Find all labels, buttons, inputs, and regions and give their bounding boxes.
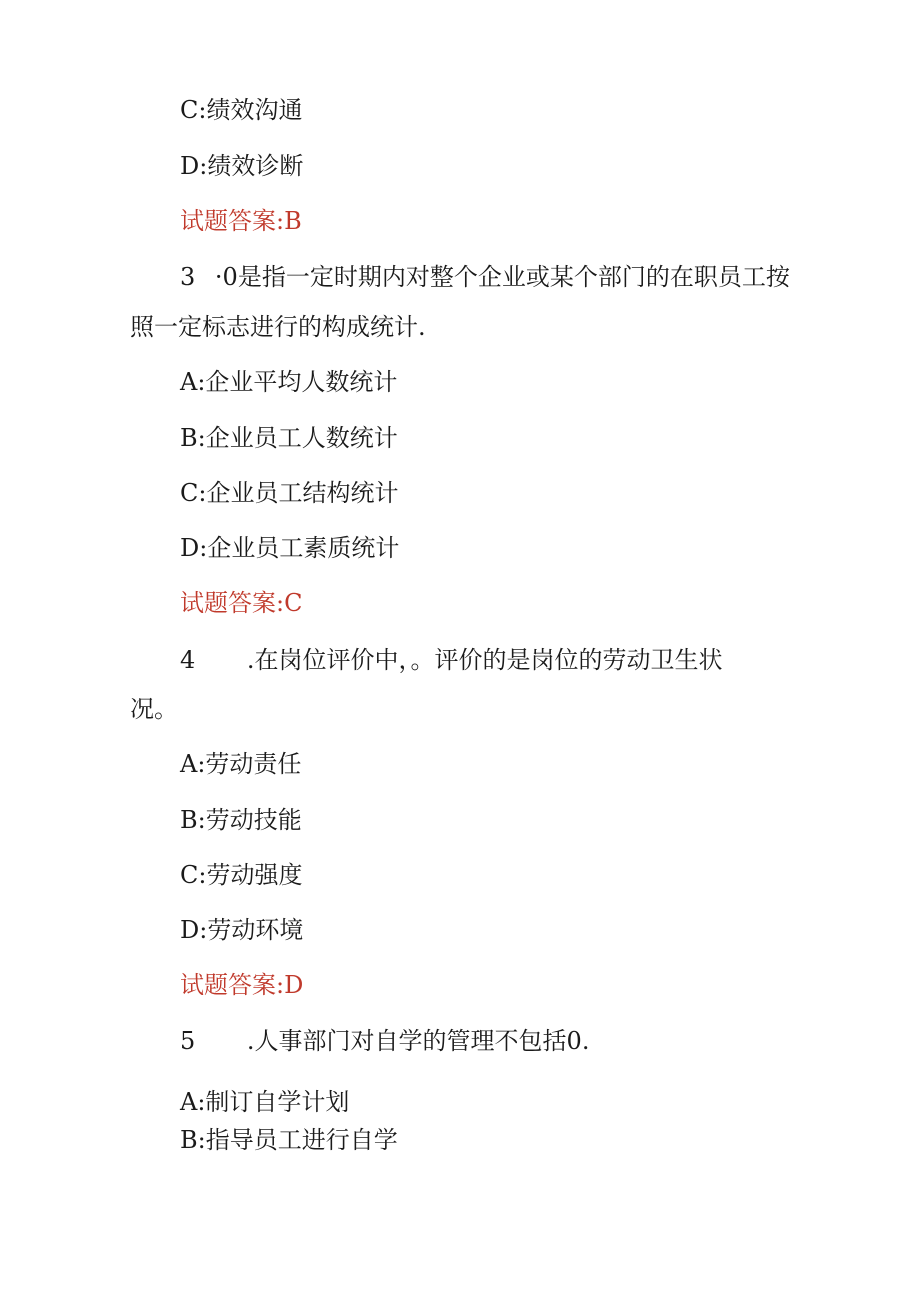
q3-option-b: B:企业员工人数统计 (180, 424, 398, 452)
q3-stem-line1 (180, 262, 790, 292)
q4-text-line1: .在岗位评价中，。评价的是岗位的劳动卫生状 (246, 646, 723, 674)
q4-number: 4 (180, 646, 196, 674)
q5-option-b: B:指导员工进行自学 (180, 1126, 398, 1154)
q4-option-d: D:劳动环境 (180, 916, 304, 944)
q5-option-a: A:制订自学计划 (180, 1088, 350, 1116)
q4-stem-line2: 况。 (130, 695, 178, 723)
q4-option-c: C:劳动强度 (180, 861, 303, 889)
q4-option-a: A:劳动责任 (180, 750, 302, 778)
q3-text-line1: ·0是指一定时期内对整个企业或某个部门的在职员工按 (214, 263, 790, 291)
q5-number: 5 (180, 1027, 196, 1055)
q2-answer: 试题答案:B (180, 207, 302, 235)
q4-stem-line1 (180, 645, 723, 675)
q3-option-d: D:企业员工素质统计 (180, 534, 400, 562)
q2-option-d: D:绩效诊断 (180, 152, 304, 180)
q3-stem-line2: 照一定标志进行的构成统计. (130, 313, 426, 341)
q3-answer: 试题答案:C (180, 589, 303, 617)
q4-option-b: B:劳动技能 (180, 806, 302, 834)
q3-option-c: C:企业员工结构统计 (180, 479, 399, 507)
q5-stem-line1 (180, 1026, 589, 1056)
q3-option-a: A:企业平均人数统计 (180, 368, 398, 396)
q5-text-line1: .人事部门对自学的管理不包括0. (246, 1027, 590, 1055)
q2-option-c: C:绩效沟通 (180, 96, 303, 124)
q3-number: 3 (180, 263, 196, 291)
q4-answer: 试题答案:D (180, 971, 304, 999)
